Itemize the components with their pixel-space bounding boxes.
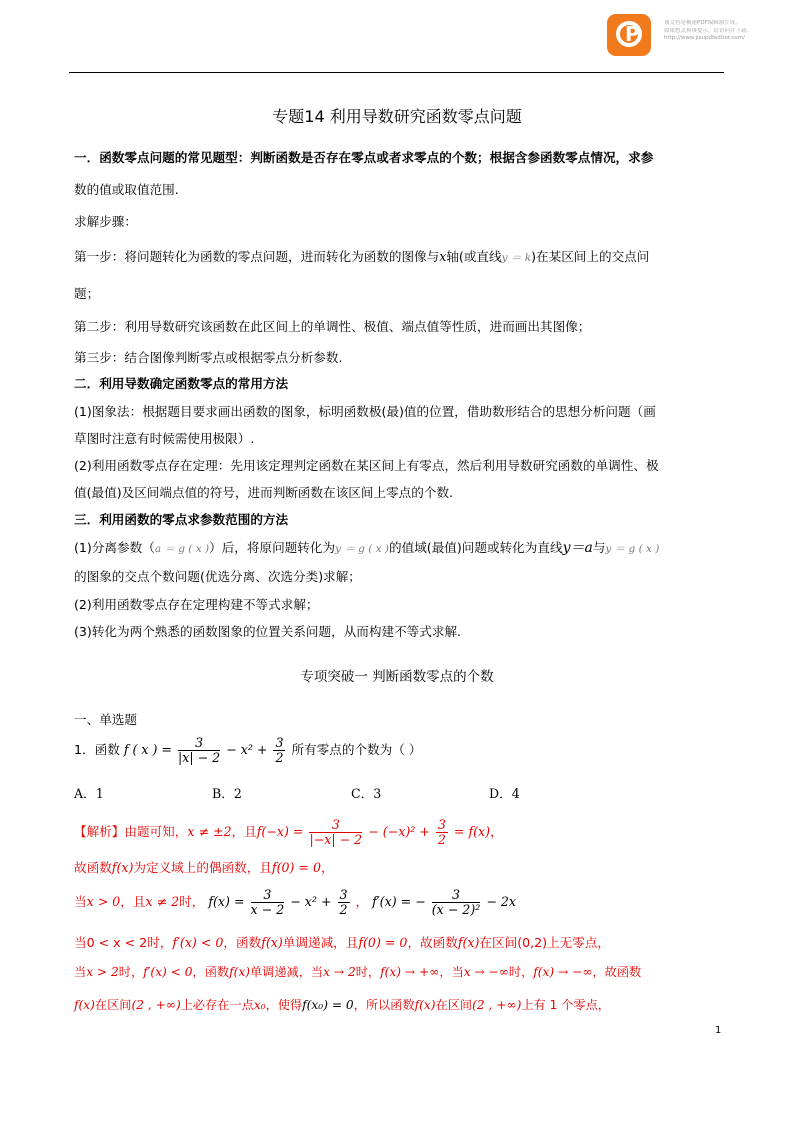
text: 单调递减，当 <box>250 965 324 979</box>
math: x → 2 <box>323 965 356 979</box>
text: ，故函数 <box>592 965 642 979</box>
fraction <box>436 818 448 847</box>
math-y-eq-gx: y ＝ g ( x ) <box>605 543 660 555</box>
text: )在某区间上的交点问 <box>531 249 650 264</box>
fraction <box>309 818 362 847</box>
fraction-denominator: |x| − 2 <box>177 750 221 765</box>
part3-line-1 <box>74 537 659 557</box>
text: ，函数 <box>223 935 262 950</box>
option-a[interactable]: A．1 <box>74 786 104 801</box>
question-number: 1．函数 <box>74 742 120 757</box>
fraction <box>178 736 220 765</box>
text: 由题可知， <box>124 824 188 839</box>
text: (1)分离参数（ <box>74 540 155 555</box>
text: 在区间 <box>94 998 132 1012</box>
fraction <box>338 888 350 917</box>
text: ， <box>355 894 369 909</box>
part2-line-4: 值(最值)及区间端点值的符号，进而判断函数在该区间上零点的个数. <box>74 485 454 500</box>
math-y-eq-k: y ＝ k <box>501 252 532 264</box>
fraction-numerator: 3 <box>251 888 285 903</box>
page-title: 专题14 利用导数研究函数零点问题 <box>272 107 522 126</box>
part2-line-2: 草图时注意有时候需使用极限）. <box>74 431 255 446</box>
text: 故函数 <box>74 860 112 875</box>
option-b[interactable]: B．2 <box>212 786 242 801</box>
header-rule <box>69 72 724 73</box>
text: 与 <box>592 540 606 555</box>
intro-line-2: 数的值或取值范围. <box>74 182 179 197</box>
solution-line-2 <box>74 857 334 876</box>
math: f(x₀) = 0 <box>302 998 354 1012</box>
watermark-line: 如果想去掉该提示，请访问并下载： <box>664 27 753 34</box>
math: x > 2 <box>86 965 119 979</box>
text: ， <box>320 860 334 875</box>
fraction-denominator: x − 2 <box>250 902 285 917</box>
fraction <box>432 888 481 917</box>
text: 时， <box>118 965 144 979</box>
math: x₀ <box>253 998 266 1012</box>
text: 当 <box>74 894 87 909</box>
watermark-line: 该文档是极速PDF编辑器生成， <box>664 20 741 26</box>
text: 轴(或直线 <box>446 249 502 264</box>
question-type-label: 一、单选题 <box>74 712 137 727</box>
math: f(x) <box>414 998 436 1012</box>
fraction-denominator: 2 <box>339 902 348 917</box>
math: − (−x)² + <box>368 824 430 839</box>
fraction-denominator: 2 <box>437 832 446 847</box>
option-d[interactable]: D．4 <box>489 786 520 801</box>
text: 时， <box>179 894 205 909</box>
part3-heading: 三．利用函数的零点求参数范围的方法 <box>74 512 289 527</box>
math: f′(x) < 0 <box>172 935 224 950</box>
intro-line-1: 一．函数零点问题的常见题型：判断函数是否存在零点或者求零点的个数；根据含参函数零点情况，求参 <box>74 150 654 165</box>
math: f(x) <box>111 860 134 875</box>
intro-line-3: 求解步骤： <box>74 214 137 229</box>
solution-line-1 <box>74 818 503 847</box>
math: x ≠ ±2 <box>187 824 232 839</box>
text: ，使得 <box>265 998 303 1012</box>
text: 上必存在一点 <box>180 998 254 1012</box>
math: f′(x) < 0 <box>143 965 193 979</box>
solution-line-5 <box>74 963 641 980</box>
math: f(0) = 0 <box>271 860 321 875</box>
intro-line-5: 题； <box>74 286 100 301</box>
fraction-numerator: 3 <box>275 735 284 750</box>
math: f(x) <box>74 998 95 1012</box>
text: ， <box>490 824 503 839</box>
part3-line-2: 的图象的交点个数问题(优选分离、次选分类)求解； <box>74 569 361 584</box>
intro-line-4 <box>74 246 649 265</box>
text: 在区间(0,2)上无零点， <box>479 935 611 950</box>
text: ，故函数 <box>407 935 458 950</box>
fraction-numerator: 3 <box>437 817 446 832</box>
logo-letter-icon: P <box>625 22 640 46</box>
text: ，且 <box>120 894 146 909</box>
fraction-numerator: 3 <box>178 736 220 751</box>
text: 上有 1 个零点， <box>521 998 610 1012</box>
part2-line-1: (1)图象法：根据题目要求画出函数的图象，标明函数极(最)值的位置，借助数形结合的思想分析问题（画 <box>74 404 656 419</box>
text: ，且 <box>231 824 257 839</box>
math: f(x) <box>229 965 250 979</box>
part3-line-3: (2)利用函数零点存在定理构建不等式求解； <box>74 597 319 612</box>
math: (2 , +∞) <box>472 998 522 1012</box>
math: f(−x) = <box>256 824 304 839</box>
fraction-numerator: 3 <box>339 887 348 902</box>
watermark-link[interactable]: http://www.jisupdfeditor.com/ <box>664 35 745 41</box>
fraction-numerator: 3 <box>309 818 362 833</box>
math: f(x) <box>261 935 283 950</box>
text: 当 <box>74 965 87 979</box>
math: f′(x) = − <box>372 894 426 909</box>
solution-line-3 <box>74 888 516 917</box>
math: f(x) → +∞ <box>380 965 440 979</box>
math-y-eq-a: y＝a <box>562 540 593 556</box>
text: ，函数 <box>192 965 230 979</box>
math-a-eq-gx: a ＝ g ( x ) <box>154 543 210 555</box>
math: f(x) <box>457 935 480 950</box>
text: 当0 < x < 2时， <box>74 935 173 950</box>
math: − x² + <box>290 894 332 909</box>
math: f(x) → −∞ <box>533 965 593 979</box>
fraction-denominator: (x − 2)² <box>431 902 481 917</box>
text: 单调递减，且 <box>282 935 359 950</box>
part2-heading: 二．利用导数确定函数零点的常用方法 <box>74 376 289 391</box>
text: ，所以函数 <box>353 998 415 1012</box>
question-text: 所有零点的个数为（ ） <box>291 742 422 757</box>
intro-line-6: 第二步：利用导数研究该函数在此区间上的单调性、极值、端点值等性质，进而画出其图像； <box>74 319 591 334</box>
part2-line-3: (2)利用函数零点存在定理：先用该定理判定函数在某区间上有零点，然后利用导数研究函数的单调性、极 <box>74 458 659 473</box>
math: x ≠ 2 <box>145 894 180 909</box>
fraction-numerator: 3 <box>432 888 481 903</box>
math: x → −∞ <box>463 965 509 979</box>
option-c[interactable]: C．3 <box>351 786 382 801</box>
math: x > 0 <box>86 894 121 909</box>
fraction-denominator: 2 <box>275 750 284 765</box>
math: (2 , +∞) <box>131 998 181 1012</box>
text: 时， <box>508 965 534 979</box>
watermark-text <box>664 20 788 43</box>
math-fx: f ( x ) = <box>123 742 172 757</box>
page-number: 1 <box>715 1025 722 1036</box>
fraction <box>251 888 285 917</box>
text: 时， <box>355 965 381 979</box>
solution-tag: 【解析】 <box>74 824 125 839</box>
math-term: − x² + <box>226 742 268 757</box>
math: − 2x <box>486 894 516 909</box>
fraction <box>273 736 285 765</box>
solution-line-6 <box>74 996 610 1013</box>
math-y-eq-gx: y ＝ g ( x ) <box>335 543 390 555</box>
text: 在区间 <box>435 998 473 1012</box>
text: ）后，将原问题转化为 <box>209 540 336 555</box>
solution-line-4 <box>74 932 610 951</box>
text: 第一步：将问题转化为函数的零点问题，进而转化为函数的图像与 <box>74 249 440 264</box>
text: ，当 <box>439 965 464 979</box>
question-1 <box>74 736 421 765</box>
text: 为定义域上的偶函数，且 <box>133 860 272 875</box>
math: f(0) = 0 <box>358 935 408 950</box>
math: f(x) = <box>208 894 245 909</box>
section-title: 专项突破一 判断函数零点的个数 <box>300 669 494 685</box>
fraction-denominator: |−x| − 2 <box>309 832 363 847</box>
math: = f(x) <box>453 824 491 839</box>
text: 的值域(最值)问题或转化为直线 <box>389 540 563 555</box>
intro-line-7: 第三步：结合图像判断零点或根据零点分析参数. <box>74 350 343 365</box>
pdf-editor-logo-icon <box>607 14 651 56</box>
part3-line-4: (3)转化为两个熟悉的函数图象的位置关系问题，从而构建不等式求解. <box>74 624 462 639</box>
math-x: x <box>439 249 447 264</box>
